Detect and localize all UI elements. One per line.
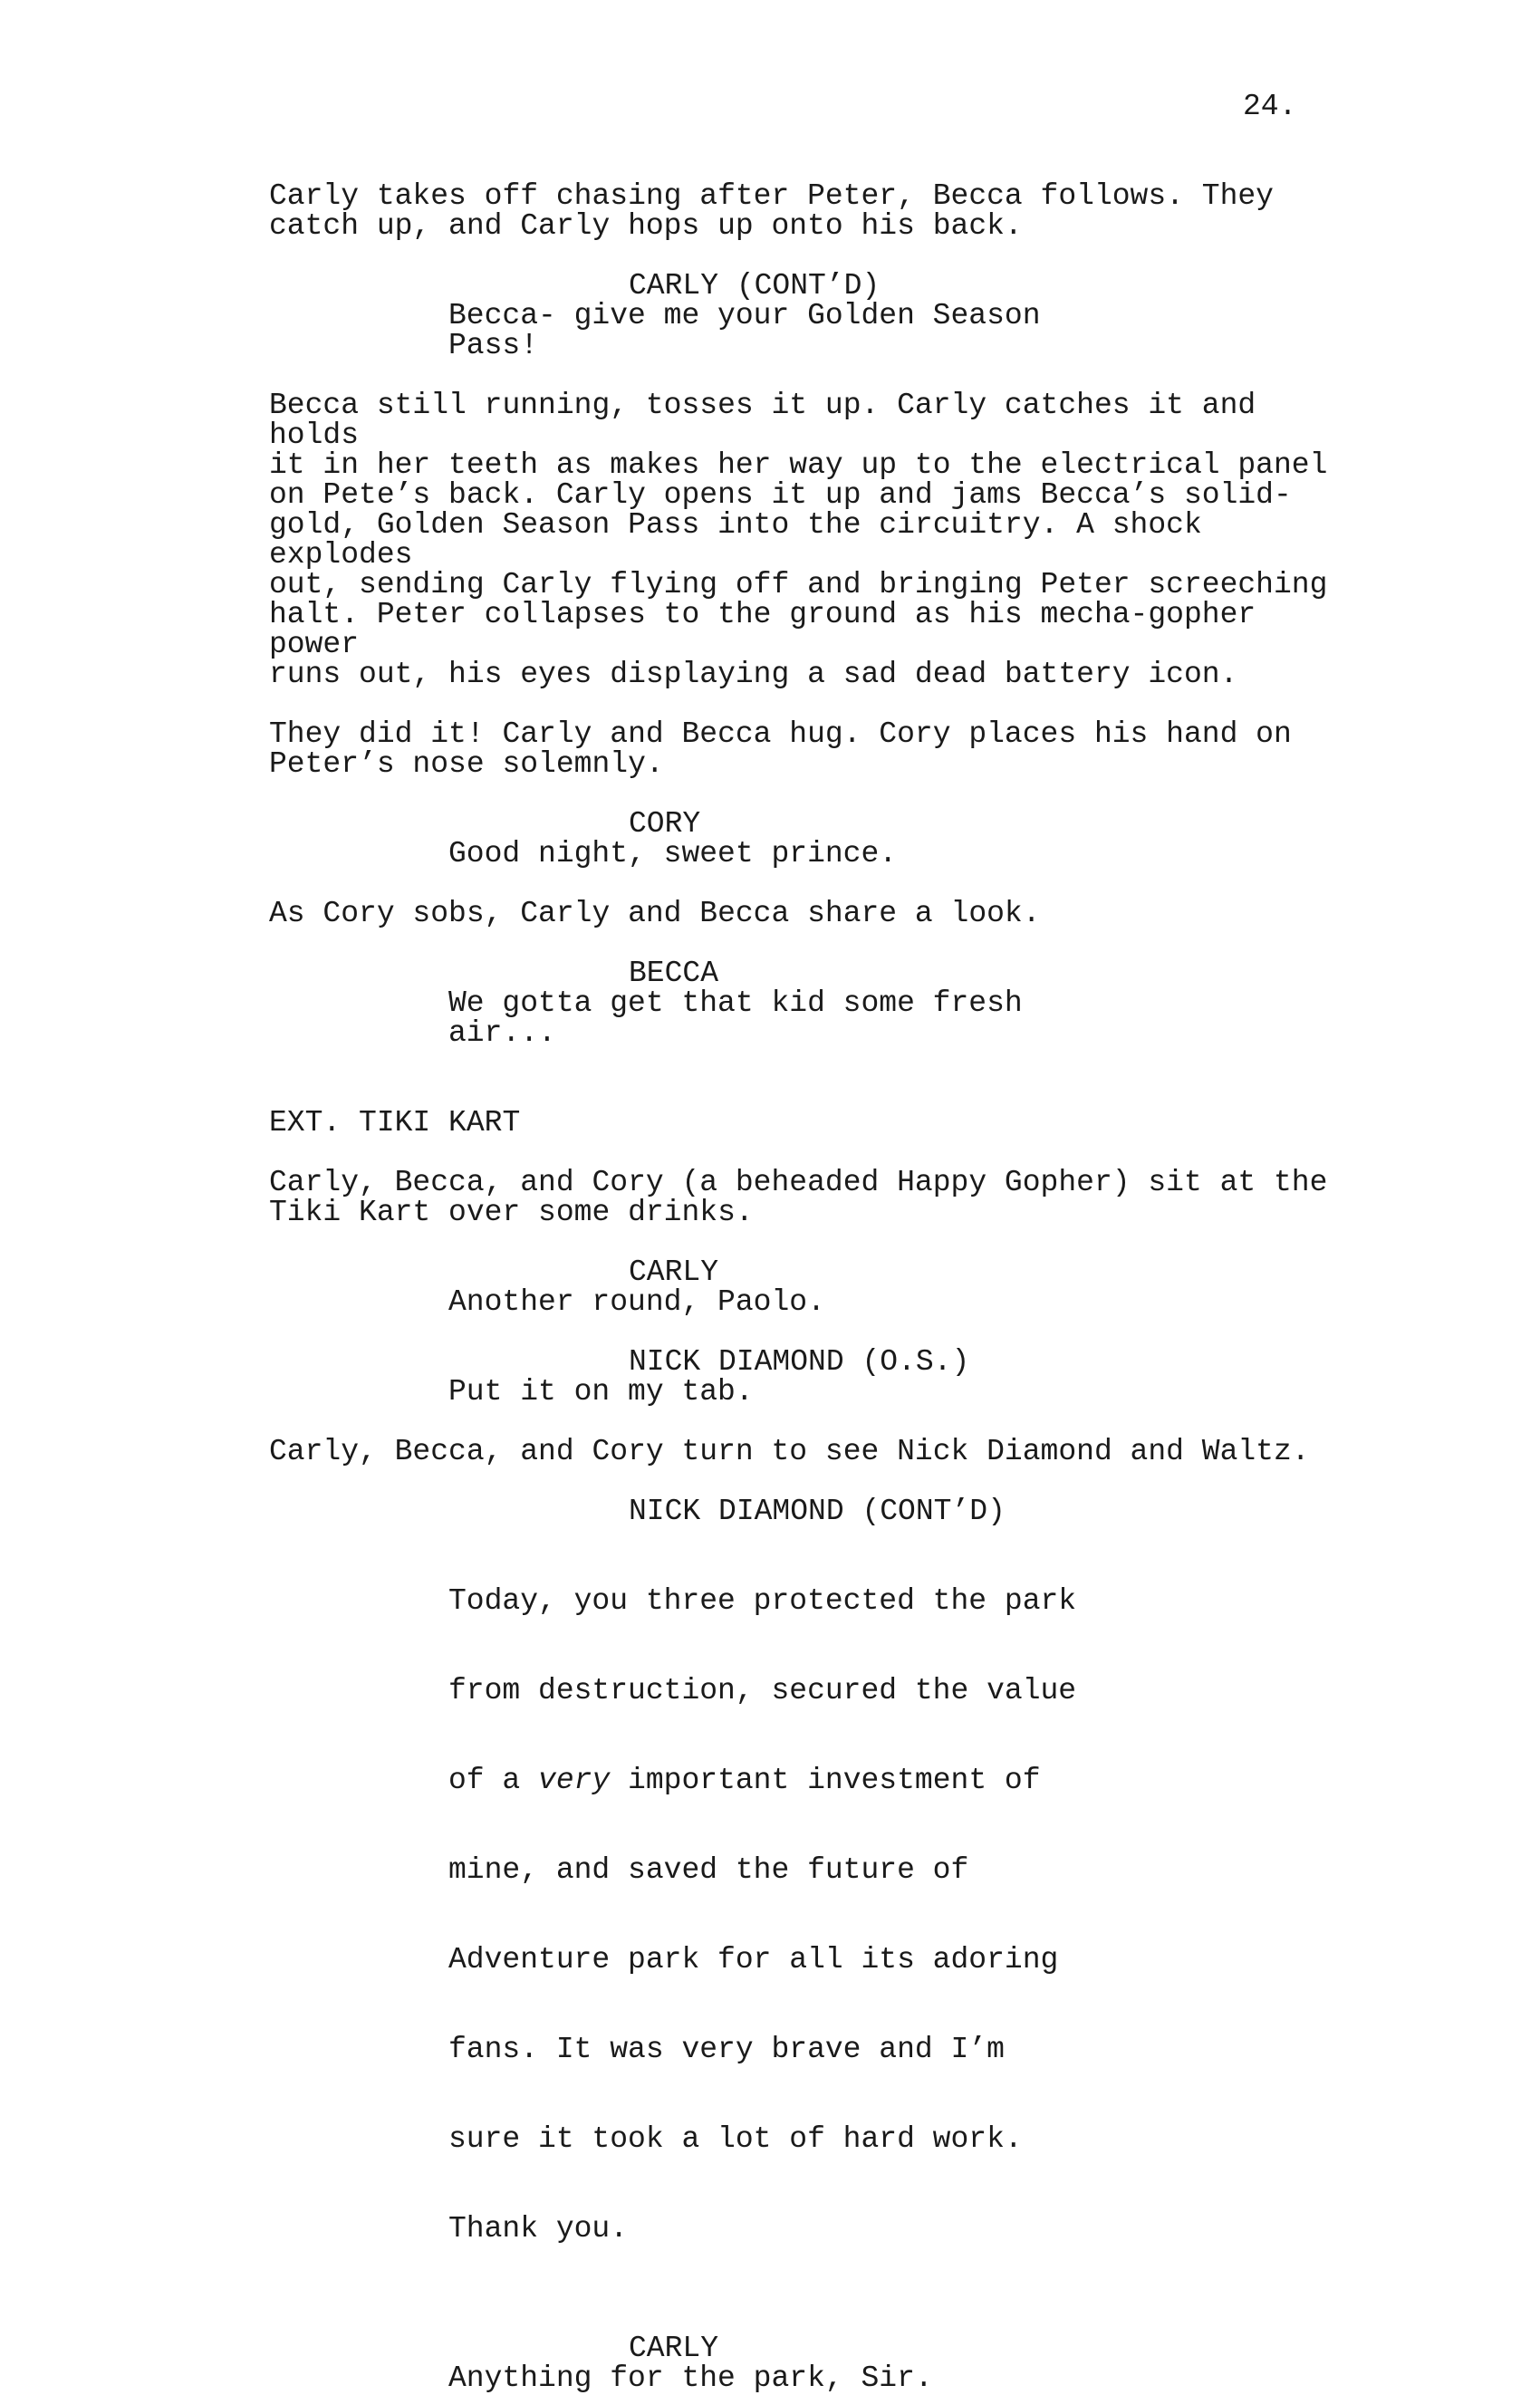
action-line: Carly, Becca, and Cory (a beheaded Happy Gopher) sit at the: [269, 1166, 1328, 1199]
action-line: Tiki Kart over some drinks.: [269, 1196, 754, 1229]
action-line: Carly takes off chasing after Peter, Becca follows. They: [269, 179, 1274, 213]
action-block: [269, 719, 1356, 779]
dialogue-line: fans. It was very brave and I’m: [448, 2033, 1005, 2066]
action-block: [269, 899, 1356, 928]
action-line: on Pete’s back. Carly opens it up and jams Becca’s solid-: [269, 478, 1292, 512]
dialogue-line: Today, you three protected the park: [448, 1584, 1077, 1618]
action-block: [269, 1168, 1356, 1227]
action-block: [269, 1437, 1356, 1467]
dialogue-block: [448, 988, 1083, 1048]
dialogue-block: [448, 839, 1083, 869]
action-line: Becca still running, tosses it up. Carly catches it and holds: [269, 389, 1274, 452]
dialogue-line: Pass!: [448, 329, 539, 362]
dialogue-block: [448, 1377, 1083, 1407]
dialogue-line: Anything for the park, Sir.: [448, 2361, 933, 2395]
action-line: it in her teeth as makes her way up to the electrical panel: [269, 448, 1328, 482]
dialogue-line: [448, 1765, 1083, 1795]
action-line: As Cory sobs, Carly and Becca share a look.: [269, 897, 1041, 930]
action-block: [269, 390, 1356, 689]
dialogue-block: [448, 301, 1083, 361]
dialogue-block: [448, 1526, 1083, 2304]
dialogue-line: from destruction, secured the value: [448, 1674, 1077, 1707]
script-body: [269, 181, 1356, 2393]
action-line: out, sending Carly flying off and bringing Peter screeching: [269, 568, 1328, 601]
character-cue: CARLY: [629, 2332, 719, 2365]
action-line: Peter’s nose solemnly.: [269, 747, 664, 781]
scene-heading: EXT. TIKI KART: [269, 1106, 521, 1140]
dialogue-line: sure it took a lot of hard work.: [448, 2122, 1023, 2156]
character-cue: CARLY (CONT’D): [629, 269, 881, 303]
character-cue: CORY: [629, 807, 701, 841]
character-cue: CARLY: [629, 1255, 719, 1289]
dialogue-line: Put it on my tab.: [448, 1375, 754, 1409]
action-line: catch up, and Carly hops up onto his back.: [269, 209, 1023, 243]
dialogue-fragment: of a: [448, 1764, 539, 1797]
dialogue-line: air...: [448, 1016, 556, 1050]
dialogue-block: [448, 2363, 1083, 2393]
dialogue-fragment: important investment of: [610, 1764, 1041, 1797]
dialogue-line: Another round, Paolo.: [448, 1285, 825, 1319]
action-line: They did it! Carly and Becca hug. Cory places his hand on: [269, 717, 1292, 751]
character-cue: NICK DIAMOND (CONT’D): [629, 1495, 1006, 1528]
dialogue-line: mine, and saved the future of: [448, 1853, 969, 1887]
character-cue: NICK DIAMOND (O.S.): [629, 1345, 970, 1379]
action-block: [269, 181, 1356, 241]
emphasis-text: very: [538, 1764, 611, 1797]
character-cue: BECCA: [629, 957, 719, 990]
action-line: halt. Peter collapses to the ground as his mecha-gopher power: [269, 598, 1274, 661]
dialogue-block: [448, 1287, 1083, 1317]
dialogue-line: Adventure park for all its adoring: [448, 1943, 1059, 1977]
action-line: Carly, Becca, and Cory turn to see Nick Diamond and Waltz.: [269, 1435, 1310, 1468]
dialogue-line: We gotta get that kid some fresh: [448, 986, 1023, 1020]
dialogue-line: Becca- give me your Golden Season: [448, 299, 1041, 332]
action-line: gold, Golden Season Pass into the circuitry. A shock explodes: [269, 508, 1220, 572]
page-number: 24.: [1243, 90, 1297, 123]
action-line: runs out, his eyes displaying a sad dead battery icon.: [269, 658, 1238, 691]
dialogue-line: Thank you.: [448, 2212, 629, 2246]
dialogue-line: Good night, sweet prince.: [448, 837, 898, 870]
